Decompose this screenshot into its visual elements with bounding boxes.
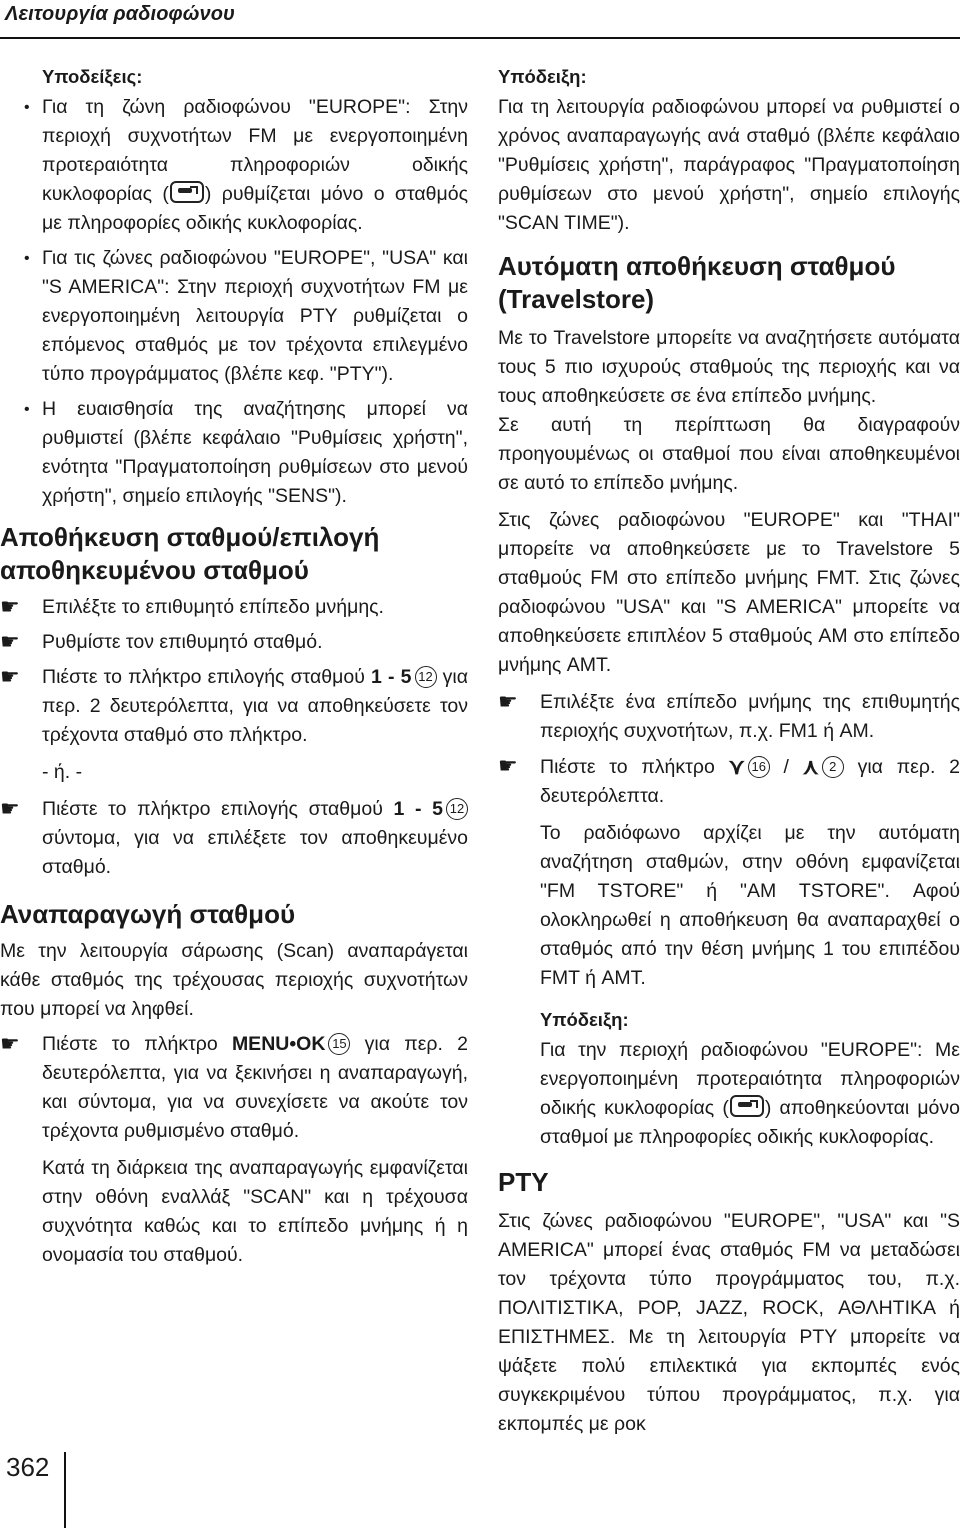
hint-text: Για τις ζώνες ραδιοφώνου "EUROPE", "USA" και "S AMERICA": Στην περιοχή συχνοτήτων FM με ενεργοποιημένη λειτουργία PTY ρυθμίζεται ο επόμενος σταθμός με τον τρέχοντα επιλεγμένο τύπο προγράμματος (βλέπε κεφ. "PTY"). bbox=[42, 247, 468, 385]
step-text: Πιέστε το πλήκτρο επιλογής σταθμού bbox=[42, 798, 394, 820]
hint-text bbox=[498, 1036, 960, 1152]
step-text: Επιλέξτε το επιθυμητό επίπεδο μνήμης. bbox=[42, 596, 384, 618]
hint-text: Για τη ζώνη ραδιοφώνου "EUROPE": Στην περιοχή συχνοτήτων FM με ενεργοποιημένη προτεραιότητα πληροφοριών οδικής κυκλοφορίας ( bbox=[42, 96, 468, 205]
bullet-dot-icon: • bbox=[24, 250, 30, 267]
step-text: / bbox=[769, 756, 803, 778]
hint-text-part: ) αποθηκεύονται μόνο σταθμοί με πληροφορίες οδικής κυκλοφορίας. bbox=[540, 1097, 960, 1148]
section-heading-scan: Αναπαραγωγή σταθμού bbox=[0, 899, 296, 929]
pty-paragraph: Στις ζώνες ραδιοφώνου "EUROPE", "USA" και "S AMERICA" μπορεί ένας σταθμός FM να μεταδώσει τον τρέχοντα τύπο προγράμματος του, π.χ. ΠΟΛΙΤΙΣΤΙΚΑ, POP, JAZZ, ROCK, ΑΘΛΗΤΙΚΑ ή ΕΠΙΣΤΗΜΕΣ. Με τη λειτουργία PTY μπορείτε να ψάξετε πολύ επιλεκτικά για εκπομπές ενός συγκεκριμένου τύπου προγράμματος, π.χ. για εκπομπές με ροκ bbox=[498, 1210, 960, 1435]
hint-bullet bbox=[0, 93, 468, 238]
bullet-dot-icon: • bbox=[24, 401, 30, 418]
section-heading-store-station: Αποθήκευση σταθμού/επιλογή αποθηκευμένου σταθμού bbox=[0, 522, 380, 585]
step-text: Πιέστε το πλήκτρο bbox=[42, 1033, 232, 1055]
hint-text-part: Για την περιοχή ραδιοφώνου "EUROPE": Με ενεργοποιημένη προτεραιότητα πληροφοριών οδικής κυκλοφορίας ( bbox=[540, 1039, 960, 1119]
bullet-dot-icon: • bbox=[24, 99, 30, 116]
hints-list bbox=[0, 93, 468, 511]
pointing-hand-icon: ☛ bbox=[0, 1031, 20, 1056]
pointing-hand-icon: ☛ bbox=[498, 689, 518, 714]
hint-text: Για τη λειτουργία ραδιοφώνου μπορεί να ρυθμιστεί ο χρόνος αναπαραγωγής ανά σταθμό (βλέπε κεφάλαιο "Ρυθμίσεις χρήστη", παράγραφος "Πραγματοποίηση ρυθμίσεων στο μενού χρήστη", σημείο επιλογής "SCAN TIME"). bbox=[498, 96, 960, 234]
traffic-info-icon bbox=[730, 1095, 764, 1117]
step-text: Ρυθμίστε τον επιθυμητό σταθμό. bbox=[42, 631, 323, 653]
instruction-step bbox=[0, 663, 468, 750]
pointing-hand-icon: ☛ bbox=[0, 664, 20, 689]
travelstore-paragraph: Σε αυτή τη περίπτωση θα διαγραφούν προηγουμένως οι σταθμοί που είναι αποθηκευμένοι σε αυτό το επίπεδο μνήμης. bbox=[498, 414, 960, 494]
callout-number: 16 bbox=[748, 756, 770, 778]
callout-number: 12 bbox=[415, 666, 437, 688]
pointing-hand-icon: ☛ bbox=[498, 753, 518, 778]
scan-intro: Με την λειτουργία σάρωσης (Scan) αναπαράγεται κάθε σταθμός της τρέχουσας περιοχής συχνοτήτων που μπορεί να ληφθεί. bbox=[0, 940, 468, 1020]
section-heading-pty: PTY bbox=[498, 1167, 549, 1197]
traffic-info-icon bbox=[170, 181, 204, 203]
pointing-hand-icon: ☛ bbox=[0, 629, 20, 654]
step-text: για περ. 2 δευτερόλεπτα, για να ξεκινήσει η αναπαραγωγή, και σύντομα, για να συνεχίσετε να ακούτε τον τρέχοντα ρυθμισμένο σταθμό. bbox=[42, 1033, 468, 1142]
instruction-step bbox=[0, 628, 468, 657]
hints-title: Υποδείξεις: bbox=[42, 66, 143, 87]
right-column bbox=[498, 62, 960, 1439]
key-label: 1 - 5 bbox=[393, 798, 443, 820]
step-text: Πιέστε το πλήκτρο bbox=[540, 756, 729, 778]
scan-note: Κατά τη διάρκεια της αναπαραγωγής εμφανίζεται στην οθόνη εναλλάξ "SCAN" και η τρέχουσα συχνότητα καθώς και το επίπεδο μνήμης ή η ονομασία του σταθμού. bbox=[42, 1157, 468, 1266]
page-number: 362 bbox=[6, 1452, 50, 1482]
left-column bbox=[0, 62, 468, 1270]
hint-title: Υπόδειξη: bbox=[498, 66, 587, 87]
step-text: για περ. 2 δευτερόλεπτα. bbox=[540, 756, 960, 807]
instruction-step bbox=[0, 1030, 468, 1146]
hint-bullet bbox=[0, 244, 468, 389]
seek-up-icon: ⋏ bbox=[802, 754, 819, 779]
travelstore-note: Το ραδιόφωνο αρχίζει με την αυτόματη αναζήτηση σταθμών, στην οθόνη εμφανίζεται "FM TSTORE" ή "AM TSTORE". Αφού ολοκληρωθεί η αποθήκευση θα αναπαραχθεί ο σταθμός από την θέση μνήμης 1 του επιπέδου FMT ή AMT. bbox=[540, 822, 960, 989]
seek-down-icon: ⋎ bbox=[728, 754, 745, 779]
or-separator: - ή. - bbox=[42, 761, 83, 783]
section-heading-travelstore: Αυτόματη αποθήκευση σταθμού (Travelstore) bbox=[498, 251, 896, 314]
key-label: 1 - 5 bbox=[371, 666, 412, 688]
instruction-step bbox=[498, 752, 960, 811]
hint-title: Υπόδειξη: bbox=[540, 1009, 629, 1030]
pointing-hand-icon: ☛ bbox=[0, 594, 20, 619]
travelstore-paragraph: Στις ζώνες ραδιοφώνου "EUROPE" και "THAI" μπορείτε να αποθηκεύσετε με το Travelstore 5 σταθμούς FM στο επίπεδο μνήμης FMT. Στις ζώνες ραδιοφώνου "USA" και "S AMERICA" μπορείτε να αποθηκεύσετε επιπλέον 5 σταθμούς AM στο επίπεδο μνήμης AMT. bbox=[498, 509, 960, 676]
travelstore-paragraph: Με το Travelstore μπορείτε να αναζητήσετε αυτόματα τους 5 πιο ισχυρούς σταθμούς της περιοχής και να τους αποθηκεύσετε σε ένα επίπεδο μνήμης. bbox=[498, 327, 960, 407]
step-text: Πιέστε το πλήκτρο επιλογής σταθμού bbox=[42, 666, 372, 688]
callout-number: 2 bbox=[822, 756, 844, 778]
hint-bullet bbox=[0, 395, 468, 511]
page-header-title: Λειτουργία ραδιοφώνου bbox=[5, 3, 235, 25]
hint-text: Η ευαισθησία της αναζήτησης μπορεί να ρυθμιστεί (βλέπε κεφάλαιο "Ρυθμίσεις χρήστη", ενότητα "Πραγματοποίηση ρυθμίσεων στο μενού χρήστη", σημείο επιλογής "SENS"). bbox=[42, 398, 468, 507]
instruction-step bbox=[0, 795, 468, 882]
step-text: σύντομα, για να επιλέξετε τον αποθηκευμένο σταθμό. bbox=[42, 827, 468, 878]
header-divider bbox=[0, 37, 960, 39]
key-label: MENU•OK bbox=[231, 1033, 326, 1055]
callout-number: 15 bbox=[328, 1033, 350, 1055]
instruction-step bbox=[498, 688, 960, 746]
step-text: Επιλέξτε ένα επίπεδο μνήμης της επιθυμητής περιοχής συχνοτήτων, π.χ. FM1 ή AM. bbox=[540, 691, 960, 742]
callout-number: 12 bbox=[446, 798, 468, 820]
page-number-divider bbox=[64, 1452, 66, 1528]
instruction-step bbox=[0, 593, 468, 622]
hint-text: ) ρυθμίζεται μόνο ο σταθμός με πληροφορίες οδικής κυκλοφορίας. bbox=[42, 183, 468, 234]
step-text: για περ. 2 δευτερόλεπτα, για να αποθηκεύσετε τον τρέχοντα σταθμό στο πλήκτρο. bbox=[42, 666, 468, 746]
pointing-hand-icon: ☛ bbox=[0, 796, 20, 821]
